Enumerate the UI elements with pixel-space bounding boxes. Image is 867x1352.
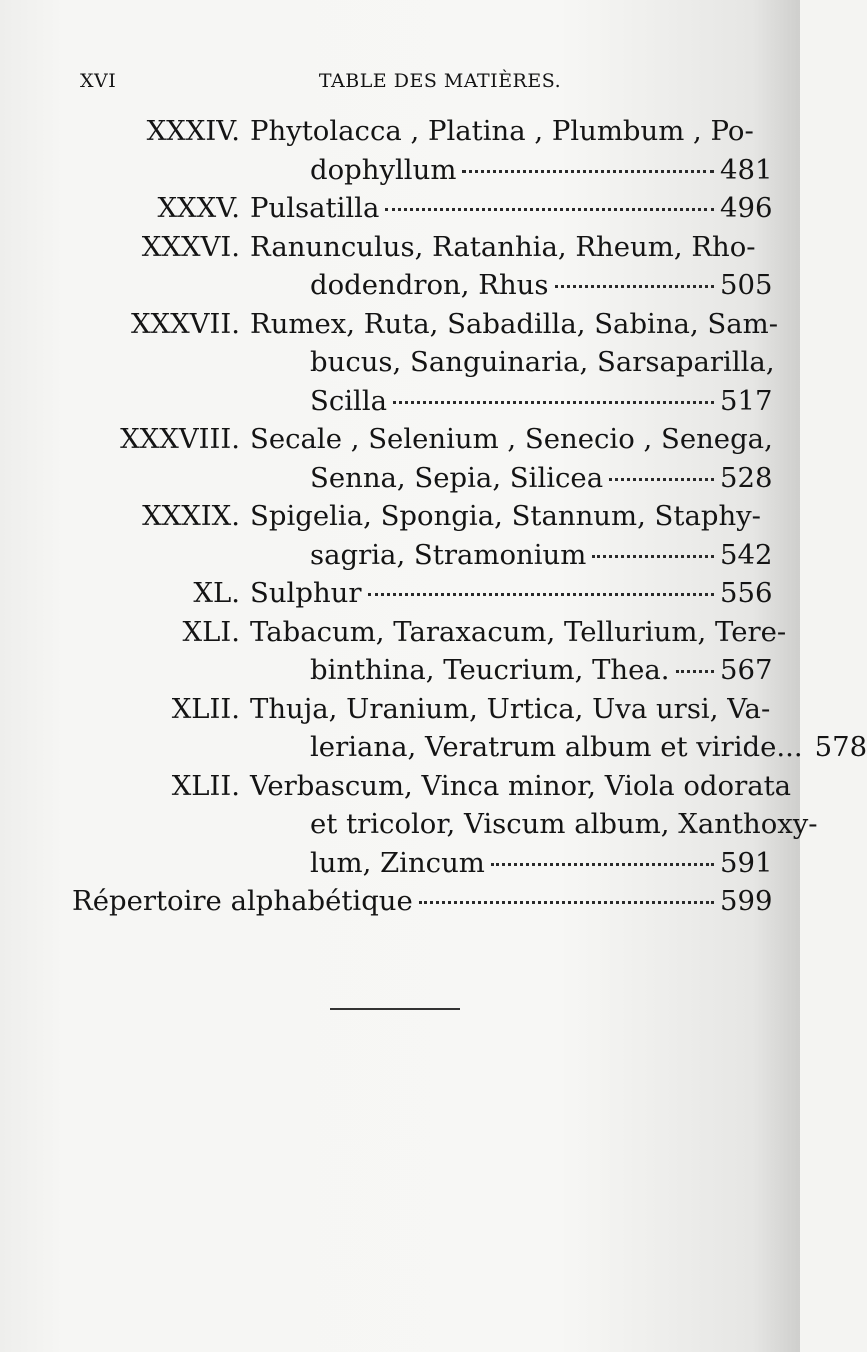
toc-entry[interactable] [60, 420, 773, 497]
toc-line [60, 882, 773, 921]
entry-title-end: Sulphur [250, 577, 362, 609]
toc-line [60, 574, 773, 613]
toc-leader-row [72, 882, 773, 921]
page-number: 505 [720, 269, 773, 301]
toc-entry-repertoire[interactable] [60, 882, 773, 921]
entry-title-end: dophyllum [310, 153, 457, 186]
entry-title-line: et tricolor, Viscum album, Xanthoxy- [310, 808, 818, 840]
page-number: 591 [720, 846, 773, 879]
entry-title-line: bucus, Sanguinaria, Sarsaparilla, [310, 346, 775, 378]
toc-leader-row [310, 382, 773, 421]
dot-leader [368, 593, 714, 596]
dot-leader [609, 478, 714, 481]
entry-title-end: sagria, Stramonium [310, 538, 587, 571]
toc-leader-row [310, 844, 773, 883]
entry-title-end: dodendron, Rhus [310, 269, 549, 301]
toc-entry[interactable] [60, 574, 773, 613]
entry-title-line: Spigelia, Spongia, Stannum, Staphy- [250, 500, 761, 532]
page-number: 599 [720, 885, 773, 917]
toc-leader-row [310, 459, 773, 498]
entry-title-line: Tabacum, Taraxacum, Tellurium, Tere- [250, 615, 787, 648]
chapter-numeral: XXXVIII. [120, 423, 240, 455]
chapter-numeral: XXXIX. [142, 500, 240, 532]
toc-leader-row [250, 574, 773, 613]
toc-line [60, 651, 773, 690]
toc-line [60, 690, 771, 729]
entry-title-line: Thuja, Uranium, Urtica, Uva ursi, Va- [250, 692, 771, 725]
repertoire-label: Répertoire alphabétique [72, 885, 413, 917]
entry-title-line: Verbascum, Vinca minor, Viola odorata [250, 769, 792, 802]
page-number: 496 [720, 192, 773, 224]
chapter-numeral: XXXV. [157, 192, 240, 224]
entry-title-line: Rumex, Ruta, Sabadilla, Sabina, Sam- [250, 307, 779, 340]
entry-title-line: Secale , Selenium , Senecio , Senega, [250, 423, 773, 455]
toc-entry[interactable] [60, 228, 773, 305]
toc-leader-row [310, 266, 773, 305]
page-number: 517 [720, 384, 773, 417]
toc-entry[interactable] [60, 305, 779, 421]
toc-entry[interactable] [60, 767, 818, 883]
dot-leader [676, 670, 714, 673]
chapter-numeral: XLI. [182, 615, 240, 648]
chapter-numeral: XLII. [171, 692, 240, 725]
toc-line [60, 844, 773, 883]
entry-title-line: Ranunculus, Ratanhia, Rheum, Rho- [250, 230, 756, 263]
dot-leader [555, 285, 715, 288]
dot-leader [419, 901, 714, 904]
entry-title-line: Phytolacca , Platina , Plumbum , Po- [250, 115, 754, 147]
dot-leader [393, 401, 714, 404]
dot-leader [385, 208, 714, 211]
chapter-numeral: XLII. [171, 769, 240, 802]
page-number: 556 [720, 577, 773, 609]
chapter-numeral: XXXIV. [146, 115, 240, 147]
toc-leader-row [250, 189, 773, 228]
toc-entry[interactable] [60, 112, 773, 189]
toc-line [60, 459, 773, 498]
page-number: 528 [720, 461, 773, 494]
entry-title-end: leriana, Veratrum album et viride... [310, 731, 803, 763]
toc-leader-row [310, 151, 773, 190]
closing-rule [330, 1008, 460, 1010]
entry-title-end: Scilla [310, 384, 388, 417]
page-number: 578 [814, 731, 867, 763]
chapter-numeral: XL. [193, 577, 240, 609]
toc-line [60, 189, 773, 228]
toc-entry[interactable] [60, 497, 773, 574]
toc-line [60, 728, 867, 767]
dot-leader [491, 863, 714, 866]
toc-leader-row [310, 728, 867, 767]
toc-line [60, 305, 779, 344]
toc-line [60, 151, 773, 190]
toc-line [60, 805, 818, 844]
running-head [80, 70, 760, 100]
toc-entry[interactable] [60, 690, 867, 767]
toc-line [60, 613, 787, 652]
toc-line [60, 228, 766, 267]
toc-line [60, 497, 766, 536]
chapter-numeral: XXXVI. [141, 230, 240, 263]
page-number: 481 [720, 153, 773, 186]
page-number: 567 [720, 654, 773, 686]
page-title: TABLE DES MATIÈRES. [318, 70, 562, 92]
toc-line [60, 536, 773, 575]
toc-leader-row [310, 536, 773, 575]
toc-line [60, 112, 766, 151]
dot-leader [462, 170, 714, 173]
toc-line [60, 343, 775, 382]
entry-title-end: Senna, Sepia, Silicea [310, 461, 604, 494]
toc-line [60, 266, 773, 305]
toc-line [60, 767, 792, 806]
toc-entry[interactable] [60, 613, 787, 690]
toc-entry[interactable] [60, 189, 773, 228]
dot-leader [592, 555, 714, 558]
toc-leader-row [310, 651, 773, 690]
page-folio: XVI [80, 70, 117, 92]
entry-title-end: binthina, Teucrium, Thea. [310, 654, 670, 686]
toc-line [60, 382, 773, 421]
chapter-numeral: XXXVII. [130, 307, 240, 340]
entry-title-end: lum, Zincum [310, 846, 485, 879]
page-number: 542 [720, 538, 773, 571]
entry-title-end: Pulsatilla [250, 192, 380, 224]
toc-line [60, 420, 773, 459]
table-of-contents [60, 112, 867, 921]
